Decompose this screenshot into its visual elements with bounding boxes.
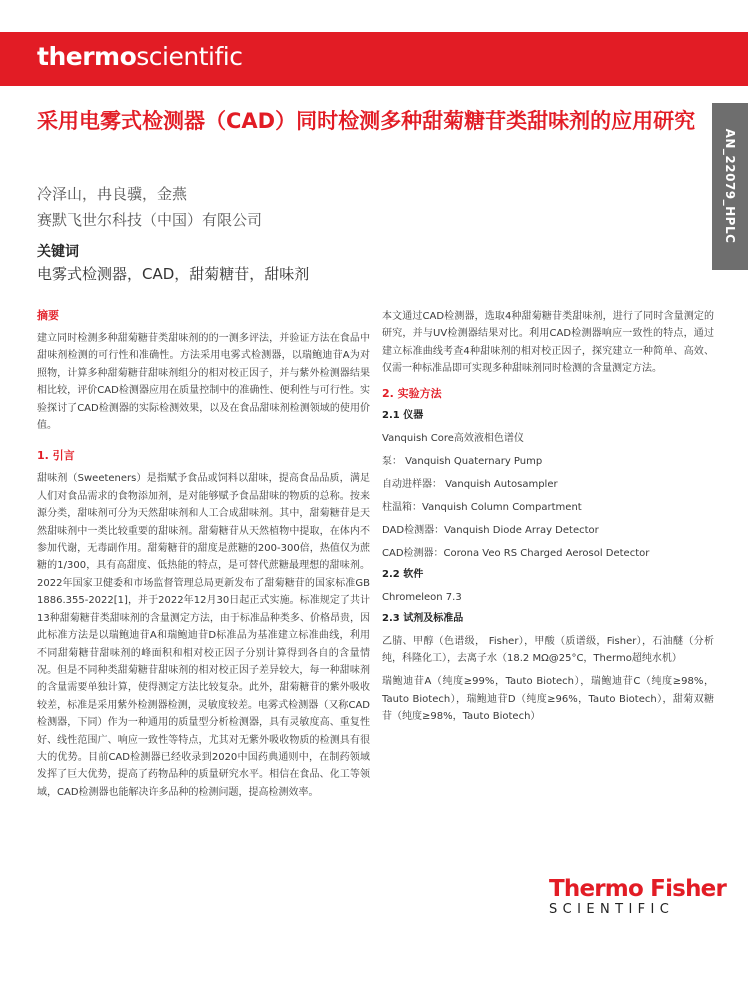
- left-column: [37, 308, 370, 801]
- thermo-fisher-logo: [549, 876, 726, 918]
- right-column: [382, 308, 714, 726]
- document-code: AN_22079_HPLC: [723, 128, 737, 244]
- keywords-heading: 关键词: [37, 244, 79, 260]
- thermo-scientific-logo: [37, 42, 242, 71]
- instrument-item: CAD检测器：Corona Veo RS Charged Aerosol Detector: [382, 547, 650, 559]
- logo-brand-light: scientific: [136, 42, 243, 71]
- affiliation: 赛默飞世尔科技（中国）有限公司: [37, 211, 263, 229]
- abstract-text: 建立同时检测多种甜菊糖苷类甜味剂的的一测多评法，并验证方法在食品中甜味剂检测的可行性和准确性。方法采用电雾式检测器，以瑞鲍迪苷A为对照物，计算多种甜菊糖苷甜味剂组分的相对校正因子，并与紫外检测器结果相比较，评价CAD检测器应用在质量控制中的准确性、便利性与可行性。实验探讨了CAD检测器的实际检测效果，以及在食品甜味剂检测领域的使用价值。: [37, 333, 370, 432]
- logo-brand-bold: thermo: [37, 42, 137, 71]
- standards-text: 瑞鲍迪苷A（纯度≥99%，Tauto Biotech），瑞鲍迪苷C（纯度≥98%，Tauto Biotech），瑞鲍迪苷D（纯度≥96%，Tauto Biotech），甜菊双糖苷（纯度≥98%，Tauto Biotech）: [382, 676, 714, 723]
- logo-sub-text: SCIENTIFIC: [549, 902, 675, 917]
- page-title: 采用电雾式检测器（CAD）同时检测多种甜菊糖苷类甜味剂的应用研究: [37, 109, 696, 133]
- authors: 冷泽山，冉良骥，金燕: [37, 185, 188, 203]
- software-heading: 2.2 软件: [382, 568, 424, 580]
- instrument-item: DAD检测器：Vanquish Diode Array Detector: [382, 524, 599, 536]
- software-name: Chromeleon 7.3: [382, 591, 462, 603]
- instrument-item: 泵： Vanquish Quaternary Pump: [382, 455, 543, 467]
- instrument-item: Vanquish Core高效液相色谱仪: [382, 432, 524, 444]
- right-intro-text: 本文通过CAD检测器，选取4种甜菊糖苷类甜味剂，进行了同时含量测定的研究，并与UV检测器结果对比。利用CAD检测器响应一致性的特点，通过建立标准曲线考查4种甜味剂的相对校正因子，探究建立一种简单、高效、仅需一种标准品即可实现多种甜味剂同时检测的含量测定方法。: [382, 311, 714, 375]
- intro-text: 甜味剂（Sweeteners）是指赋予食品或饲料以甜味，提高食品品质，满足人们对食品需求的食物添加剂，是对能够赋予食品甜味的物质的总称。按来源分类，甜味剂可分为天然甜味剂和人工合成甜味剂。其中，甜菊糖苷是天然甜味剂中一类比较重要的甜味剂。甜菊糖苷从天然植物中提取，在体内不参加代谢，无毒副作用。甜菊糖苷的甜度是蔗糖的200-300倍，热值仅为蔗糖的1/300，具有高甜度、低热能的特点，是可替代蔗糖最理想的甜味剂。2022年国家卫健委和市场监督管理总局更新发布了甜菊糖苷的国家标准GB 1886.355-2022[1]，并于2022年12月30日起正式实施。标准规定了共计13种甜菊糖苷类甜味剂的含量测定方法，由于标准品种类多、价格昂贵，因此标准方法是以瑞鲍迪苷A和瑞鲍迪苷D标准品为基准建立标准曲线，利用不同甜菊糖苷甜味剂的峰面积和相对校正因子分别计算得到各自的含量情况。但是不同种类甜菊糖苷甜味剂的相对校正因子差异较大，每一种甜味剂的含量需要单独计算，使得测定方法比较复杂。此外，甜菊糖苷的紫外吸收较差，标准是采用紫外检测器检测，灵敏度较差。电雾式检测器（又称CAD检测器，下同）作为一种通用的质量型分析检测器，具有灵敏度高、重复性好、线性范围广、响应一致性等特点，尤其对无紫外吸收物质的检测具有很大的优势。目前CAD检测器已经收录到2020中国药典通则中，在制药领域发挥了巨大优势，提高了药物品种的质量研究水平。相信在食品、化工等领域，CAD检测器也能解决许多品种的检测问题，提高检测效率。: [37, 473, 370, 798]
- methods-heading: 2. 实验方法: [382, 386, 442, 400]
- reagents-text: 乙腈、甲醇（色谱级， Fisher），甲酸（质谱级，Fisher），石油醚（分析纯，科隆化工），去离子水（18.2 MΩ@25°C，Thermo超纯水机）: [382, 635, 714, 665]
- logo-main-text: Thermo Fisher: [549, 876, 726, 902]
- intro-heading: 1. 引言: [37, 449, 75, 463]
- instrument-heading: 2.1 仪器: [382, 409, 424, 421]
- instrument-item: 自动进样器： Vanquish Autosampler: [382, 478, 558, 490]
- document-code-tab: [712, 103, 748, 270]
- reagents-heading: 2.3 试剂及标准品: [382, 612, 464, 624]
- instrument-item: 柱温箱：Vanquish Column Compartment: [382, 501, 582, 513]
- header-banner: [0, 32, 748, 86]
- keywords-text: 电雾式检测器，CAD，甜菊糖苷，甜味剂: [37, 265, 310, 283]
- abstract-heading: 摘要: [37, 309, 59, 322]
